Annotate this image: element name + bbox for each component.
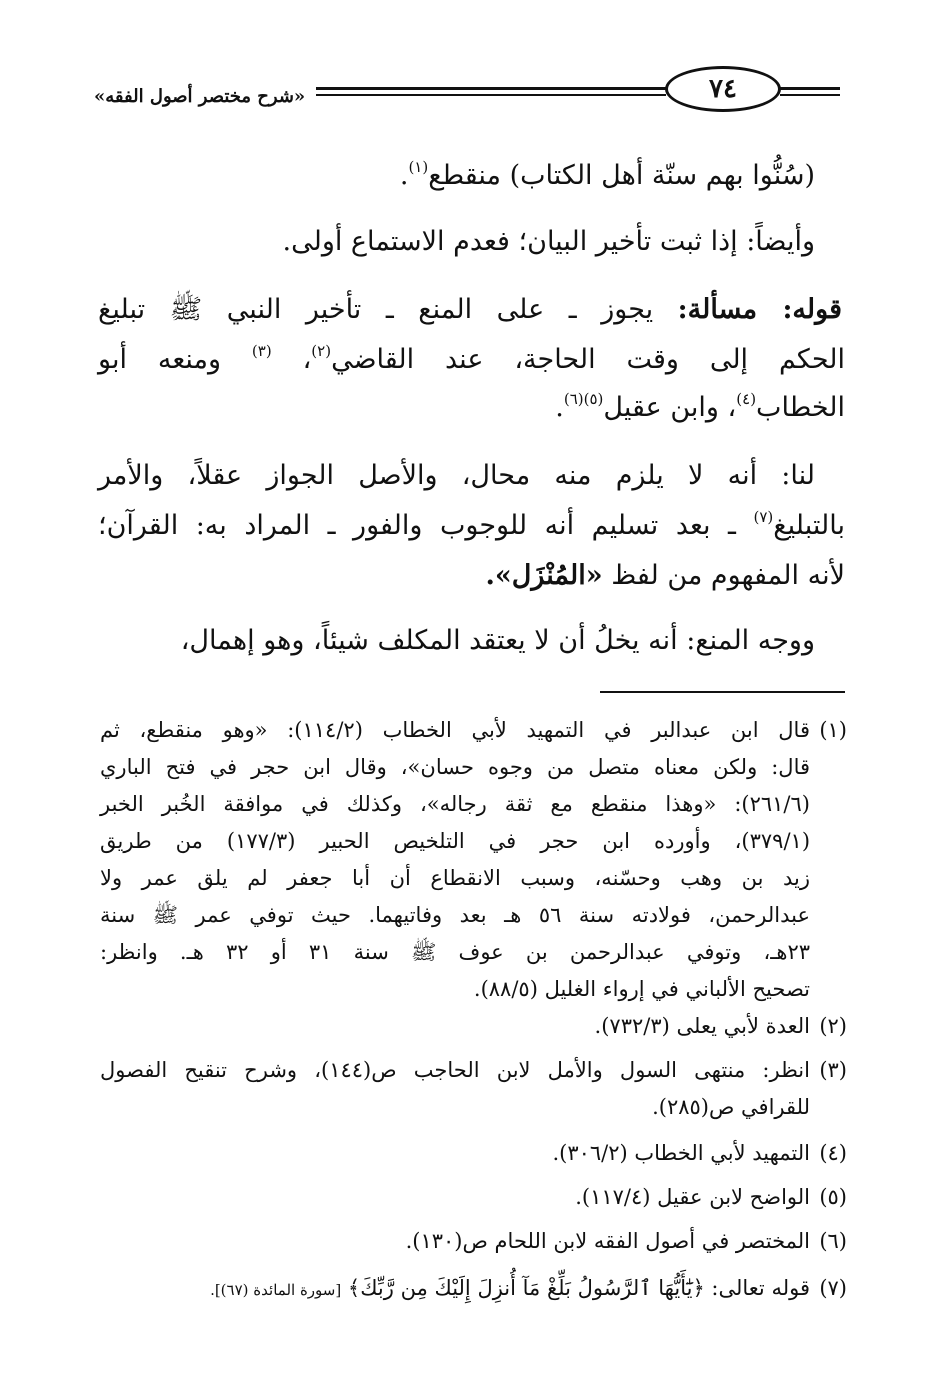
body-line-3 <box>98 296 842 323</box>
body-line-7: بالتبليغ$^{(٧)}$ ـ بعد تسليم أنه للوجوب والفور ـ المراد به: القرآن؛ <box>98 508 845 541</box>
body-line-9: ووجه المنع: أنه يخلُ أن لا يعتقد المكلف شيئاً، وهو إهمال، <box>180 625 815 656</box>
footnote-1-line-2: قال: ولكن معناه متصل من وجوه حسان»، وقال ابن حجر في فتح الباري <box>100 755 810 779</box>
footnote-3-line-1: انظر: منتهى السول والأمل لابن الحاجب ص(١٤٤)، وشرح تنقيح الفصول <box>100 1058 810 1082</box>
body-text: ومنعه أبو <box>98 344 222 375</box>
body-text: (سُنُّوا بهم سنّة أهل الكتاب) منقطع <box>428 160 815 191</box>
footnote-number-7: (٧) <box>819 1276 847 1300</box>
footnote-3-line-2: للقرافي ص(٢٨٥). <box>652 1095 810 1119</box>
footnote-ref-5-6[interactable]: (٥)(٦) <box>563 390 604 408</box>
footnote-separator <box>600 691 845 693</box>
footnote-number-3: (٣) <box>819 1058 847 1082</box>
quran-verse: قوله تعالى: ﴿يَٰٓأَيُّهَا ٱلرَّسُولُ بَلِّغْ مَآ أُنزِلَ إِلَيْكَ مِن رَّبِّكَ﴾ <box>347 1276 810 1300</box>
footnote-ref-1[interactable]: (١) <box>408 158 429 176</box>
footnote-1-line-6: عبدالرحمن، فولادته سنة ٥٦ هـ بعد وفاتيهما. حيث توفي عمر ﷺ سنة <box>100 903 810 927</box>
header-rule-right <box>780 87 840 90</box>
footnote-7 <box>210 1278 810 1299</box>
footnote-1-line-5: زيد بن وهب وحسّنه، وسبب الانقطاع أن أبا جعفر لم يلق عمر ولا <box>100 866 810 890</box>
footnote-ref-2[interactable]: (٢) <box>311 342 332 360</box>
footnote-ref-4[interactable]: (٤) <box>736 390 757 408</box>
bold-lead: قوله: مسألة: <box>677 294 842 325</box>
footnote-ref-7[interactable]: (٧) <box>753 508 774 526</box>
footnote-1-line-3: (٢٦١/٦): «وهذا منقطع مع ثقة رجاله»، وكذلك في موافقة الخُبر الخبر <box>100 792 810 816</box>
footnote-1-line-1: قال ابن عبدالبر في التمهيد لأبي الخطاب (١١٤/٢): «وهو منقطع، ثم <box>100 718 810 742</box>
footnote-number-5: (٥) <box>819 1185 847 1209</box>
header-rule-left <box>316 87 666 90</box>
footnote-1-line-7: ٢٣هـ، وتوفي عبدالرحمن بن عوف ﷺ سنة ٣١ أو ٣٢ هـ. وانظر: <box>100 940 811 964</box>
footnote-number-1: (١) <box>819 718 847 742</box>
body-line-4: الحكم إلى وقت الحاجة، عند القاضي$^{(٢)}$، $^{(٣)}$ ومنعه أبو <box>98 342 845 375</box>
footnote-5: الواضح لابن عقيل (١١٧/٤). <box>575 1185 810 1209</box>
header-rule-left-thin <box>316 94 666 96</box>
body-line-2: وأيضاً: إذا ثبت تأخير البيان؛ فعدم الاستماع أولى. <box>282 226 815 257</box>
footnote-2: العدة لأبي يعلى (٧٣٢/٣). <box>594 1014 810 1038</box>
footnote-1-line-4: (٣٧٩/١)، وأورده ابن حجر في التلخيص الحبير (١٧٧/٣) من طريق <box>100 829 811 853</box>
footnote-number-2: (٢) <box>819 1014 847 1038</box>
page-number: ٧٤ <box>665 66 781 112</box>
footnote-6: المختصر في أصول الفقه لابن اللحام ص(١٣٠). <box>405 1229 810 1253</box>
running-title: «شرح مختصر أصول الفقه» <box>94 86 306 107</box>
body-text: يجوز ـ على المنع ـ تأخير النبي ﷺ تبليغ <box>98 294 654 325</box>
footnote-number-6: (٦) <box>819 1229 847 1253</box>
header-rule-right-thin <box>780 94 840 96</box>
body-line-5: الخطاب$^{(٤)}$، وابن عقيل$^{(٥)(٦)}$. <box>555 390 845 423</box>
footnote-4: التمهيد لأبي الخطاب (٣٠٦/٢). <box>552 1141 810 1165</box>
footnote-1-line-8: تصحيح الألباني في إرواء الغليل (٨٨/٥). <box>473 977 810 1001</box>
bold-term: «المُنْزَل». <box>485 560 603 591</box>
body-line-6: لنا: أنه لا يلزم منه محال، والأصل الجواز عقلاً، والأمر <box>98 460 815 491</box>
footnote-ref-3[interactable]: (٣) <box>251 342 272 360</box>
body-line-1: (سُنُّوا بهم سنّة أهل الكتاب) منقطع$^{(١)}$. <box>399 158 815 191</box>
surah-reference: [سورة المائدة (٦٧)]. <box>210 1281 342 1299</box>
body-line-8: لأنه المفهوم من لفظ «المُنْزَل». <box>485 560 845 591</box>
footnote-number-4: (٤) <box>819 1141 847 1165</box>
body-text: الحكم إلى وقت الحاجة، عند القاضي <box>331 344 845 375</box>
